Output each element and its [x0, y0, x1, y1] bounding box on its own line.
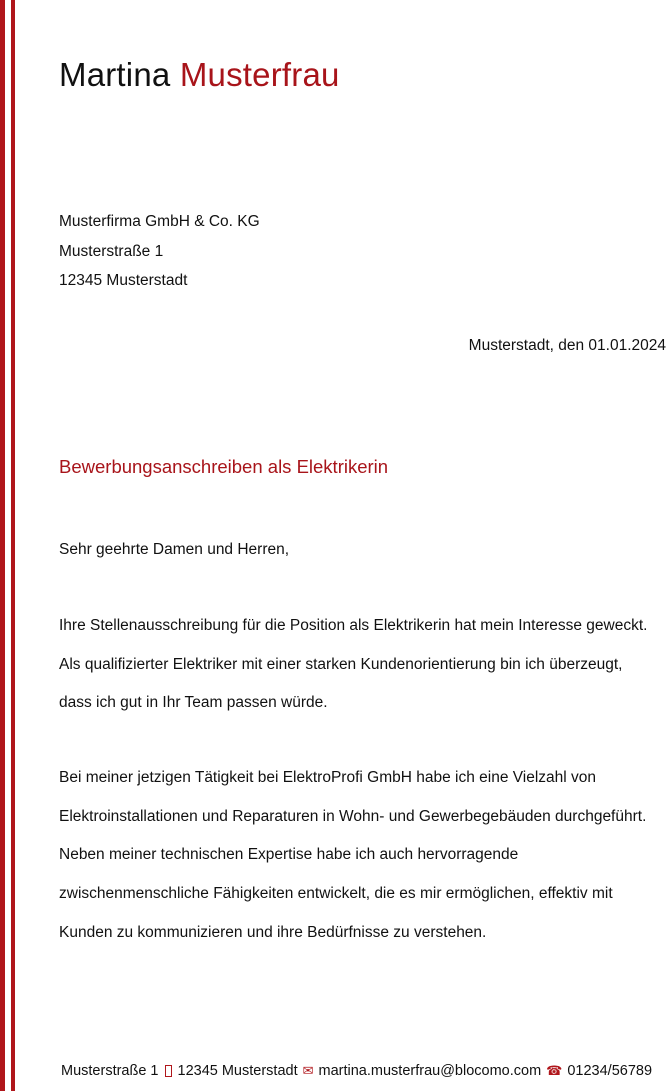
footer-email[interactable]: martina.musterfrau@blocomo.com — [318, 1063, 542, 1079]
letter-subject: Bewerbungsanschreiben als Elektrikerin — [59, 456, 389, 477]
body-paragraph-2: Bei meiner jetzigen Tätigkeit bei ElektroProfi GmbH habe ich eine Vielzahl von Elektroinstallationen und Reparaturen in Wohn- und Gewerbegebäuden durchgeführt. Neben meiner technischen Expertise habe ich auch hervorragende zwischenmenschliche Fähigkeiten entwickelt, die es mir ermöglichen, effektiv mit Kunden zu kommunizieren und ihre Bedürfnisse zu verstehen. — [59, 769, 647, 941]
recipient-address — [59, 207, 260, 296]
body-paragraph-1: Ihre Stellenausschreibung für die Position als Elektrikerin hat mein Interesse geweckt. Als qualifizierter Elektriker mit einer starken Kundenorientierung bin ich überzeugt, dass ich gut in Ihr Team passen würde. — [59, 617, 648, 712]
recipient-company: Musterfirma GmbH & Co. KG — [59, 213, 260, 230]
footer-contact — [61, 1061, 652, 1081]
sender-first-name: Martina — [59, 56, 171, 93]
recipient-city: 12345 Musterstadt — [59, 272, 188, 289]
date-line: Musterstadt, den 01.01.2024 — [468, 337, 666, 354]
envelope-icon: ✉ — [302, 1063, 314, 1078]
recipient-street: Musterstraße 1 — [59, 242, 164, 260]
left-stripe-outer — [0, 0, 5, 1091]
sender-name — [59, 55, 340, 95]
footer-street: Musterstraße 1 — [61, 1063, 159, 1079]
left-stripe-inner — [11, 0, 15, 1091]
phone-icon: ☎ — [546, 1063, 563, 1078]
home-icon — [165, 1065, 172, 1077]
salutation: Sehr geehrte Damen und Herren, — [59, 541, 290, 558]
sender-last-name: Musterfrau — [179, 56, 340, 93]
footer-city: 12345 Musterstadt — [177, 1063, 298, 1079]
footer-phone[interactable]: 01234/56789 — [567, 1063, 653, 1079]
